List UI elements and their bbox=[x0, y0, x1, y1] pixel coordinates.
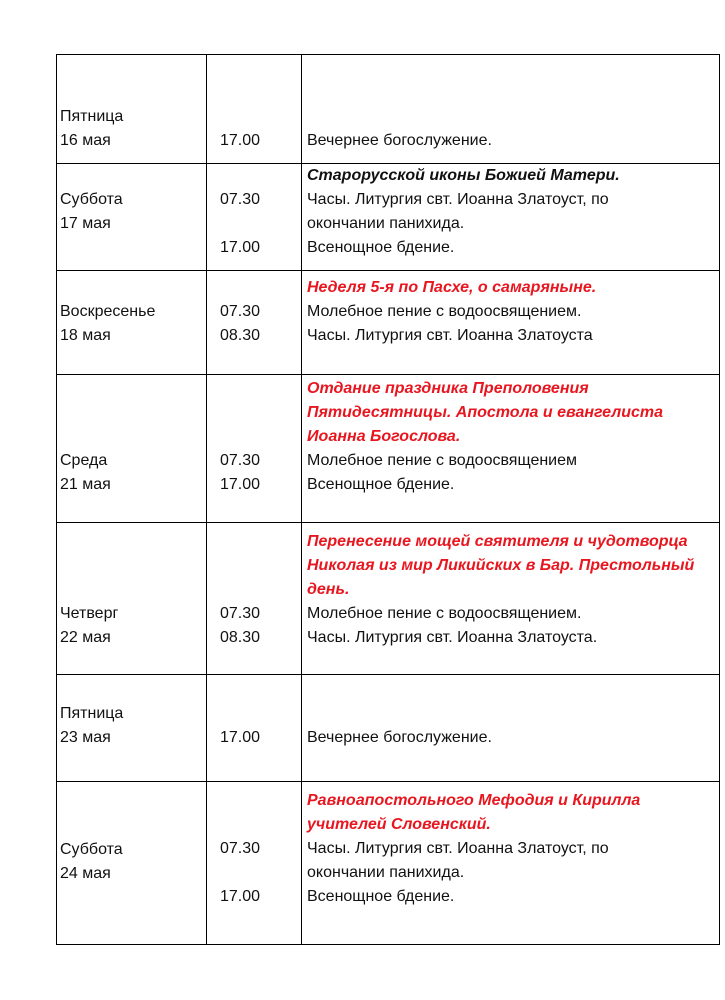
time-cell bbox=[207, 523, 302, 675]
weekday: Воскресенье bbox=[60, 303, 156, 320]
day-cell bbox=[57, 675, 207, 782]
schedule-table bbox=[56, 54, 720, 945]
date: 18 мая bbox=[60, 327, 111, 344]
time: 08.30 bbox=[220, 629, 261, 646]
time: 08.30 bbox=[220, 327, 261, 344]
service: Молебное пение с водоосвящением. bbox=[307, 303, 582, 320]
feast-title: Равноапостольного Мефодия и Кирилла учителей Словенский. bbox=[307, 792, 641, 833]
time-cell bbox=[207, 782, 302, 945]
time: 17.00 bbox=[220, 476, 261, 493]
time: 17.00 bbox=[220, 729, 261, 746]
service-cell bbox=[302, 675, 720, 782]
feast-title: Перенесение мощей святителя и чудотворца Николая из мир Ликийских в Бар. Престольный день. bbox=[307, 533, 695, 598]
service: Всенощное бдение. bbox=[307, 239, 455, 256]
table-row bbox=[57, 782, 720, 945]
service: Вечернее богослужение. bbox=[307, 132, 492, 149]
service: Часы. Литургия свт. Иоанна Златоуста bbox=[307, 327, 593, 344]
service: Молебное пение с водоосвящением bbox=[307, 452, 578, 469]
weekday: Пятница bbox=[60, 108, 124, 125]
feast-title: Старорусской иконы Божией Матери. bbox=[307, 167, 620, 184]
day-cell bbox=[57, 523, 207, 675]
schedule-body bbox=[57, 55, 720, 945]
service-cell bbox=[302, 782, 720, 945]
day-cell bbox=[57, 271, 207, 375]
service-cell bbox=[302, 523, 720, 675]
day-cell bbox=[57, 164, 207, 271]
time-cell bbox=[207, 164, 302, 271]
time: 17.00 bbox=[220, 239, 261, 256]
service: Всенощное бдение. bbox=[307, 476, 455, 493]
time-cell bbox=[207, 675, 302, 782]
service: Часы. Литургия свт. Иоанна Златоуста. bbox=[307, 629, 598, 646]
table-row bbox=[57, 675, 720, 782]
feast-title: Неделя 5-я по Пасхе, о самаряныне. bbox=[307, 279, 597, 296]
table-row bbox=[57, 164, 720, 271]
weekday: Четверг bbox=[60, 605, 119, 622]
service-cell bbox=[302, 55, 720, 164]
table-row bbox=[57, 523, 720, 675]
service-cell bbox=[302, 164, 720, 271]
time-cell bbox=[207, 55, 302, 164]
day-cell bbox=[57, 782, 207, 945]
day-cell bbox=[57, 375, 207, 523]
time bbox=[220, 212, 301, 236]
time bbox=[220, 861, 301, 885]
service: окончании панихида. bbox=[307, 864, 465, 881]
table-row bbox=[57, 375, 720, 523]
time: 17.00 bbox=[220, 132, 261, 149]
time-cell bbox=[207, 375, 302, 523]
date: 22 мая bbox=[60, 629, 111, 646]
service: окончании панихида. bbox=[307, 215, 465, 232]
time: 07.30 bbox=[220, 605, 261, 622]
table-row bbox=[57, 271, 720, 375]
service-cell bbox=[302, 271, 720, 375]
date: 17 мая bbox=[60, 215, 111, 232]
weekday: Суббота bbox=[60, 191, 123, 208]
service: Вечернее богослужение. bbox=[307, 729, 492, 746]
time: 07.30 bbox=[220, 303, 261, 320]
time: 17.00 bbox=[220, 888, 261, 905]
table-row bbox=[57, 55, 720, 164]
service: Молебное пение с водоосвящением. bbox=[307, 605, 582, 622]
date: 24 мая bbox=[60, 865, 111, 882]
service-cell bbox=[302, 375, 720, 523]
day-cell bbox=[57, 55, 207, 164]
service: Часы. Литургия свт. Иоанна Златоуст, по bbox=[307, 191, 609, 208]
service: Всенощное бдение. bbox=[307, 888, 455, 905]
time: 07.30 bbox=[220, 452, 261, 469]
date: 23 мая bbox=[60, 729, 111, 746]
weekday: Среда bbox=[60, 452, 108, 469]
time: 07.30 bbox=[220, 840, 261, 857]
time-cell bbox=[207, 271, 302, 375]
weekday: Суббота bbox=[60, 841, 123, 858]
weekday: Пятница bbox=[60, 705, 124, 722]
time: 07.30 bbox=[220, 191, 261, 208]
date: 16 мая bbox=[60, 132, 111, 149]
feast-title: Отдание праздника Преполовения Пятидесятницы. Апостола и евангелиста Иоанна Богослова. bbox=[307, 380, 663, 445]
date: 21 мая bbox=[60, 476, 111, 493]
service: Часы. Литургия свт. Иоанна Златоуст, по bbox=[307, 840, 609, 857]
